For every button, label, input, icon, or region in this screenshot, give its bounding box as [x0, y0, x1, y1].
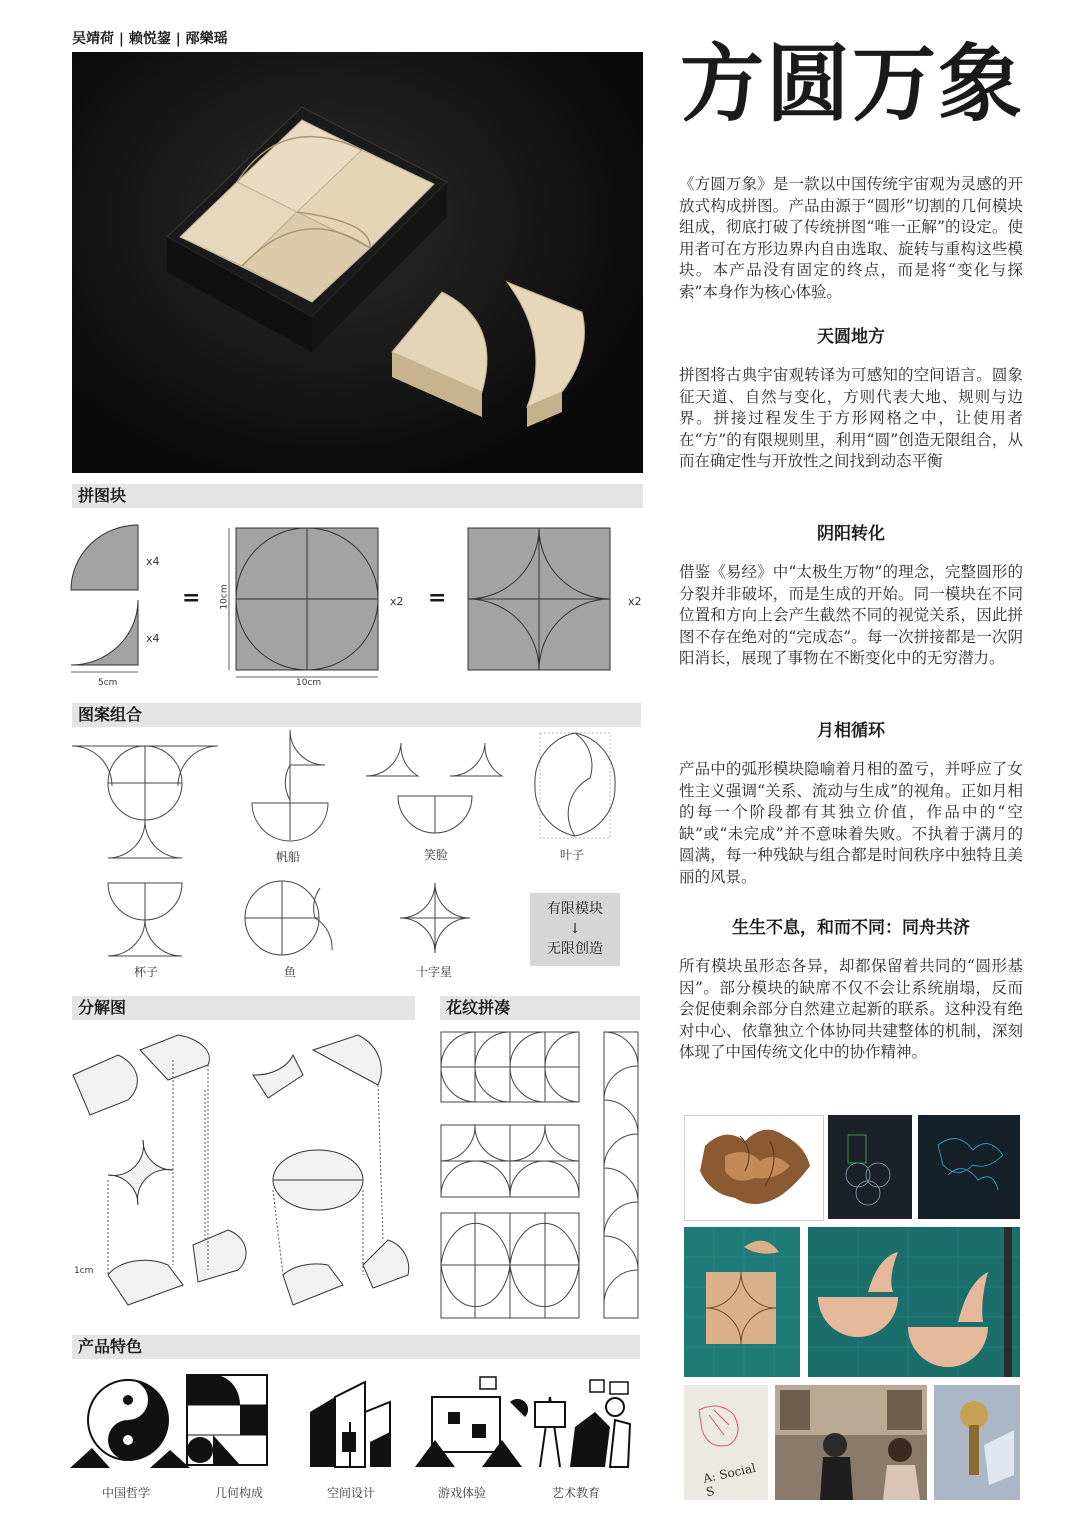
section-patterns: 图案组合	[72, 703, 641, 727]
finite-label: 有限模块	[547, 901, 603, 917]
exploded-view-diagram	[68, 1030, 418, 1310]
geometric-composition-icon	[187, 1375, 267, 1465]
x2-label-a: x2	[390, 595, 404, 608]
infinite-label: 无限创造	[547, 941, 603, 957]
pieces-diagram	[66, 520, 646, 690]
feature-art-label: 艺术教育	[552, 1486, 601, 1500]
paragraph-yinyang: 借鉴《易经》中“太极生万物”的理念，完整圆形的分裂并非破坏，而是生成的开始。同一模块在不同位置和方向上会产生截然不同的视觉关系，因此拼图不存在绝对的“完成态”。每一次拼接都是一次阴阳消长，展现了事物在不断变化中的无穷潜力。	[679, 563, 1023, 668]
photo-workshop	[775, 1385, 927, 1500]
paragraph-cooperation: 所有模块虽形态各异，却都保留着共同的“圆形基因”。部分模块的缺席不仅不会让系统崩塌，反而会促使剩余部分自然建立起新的联系。这种没有绝对中心、依靠独立个体协同共建整体的机制，深刻体现了中国传统文化中的协作精神。	[679, 957, 1023, 1062]
pattern-smile-label: 笑脸	[424, 848, 449, 862]
tiling-diagram	[440, 1030, 640, 1322]
photo-brown-tiles	[684, 1115, 824, 1221]
section-tiling: 花纹拼凑	[440, 996, 640, 1020]
dim-5cm: 5cm	[98, 678, 118, 688]
paragraph-moon: 产品中的弧形模块隐喻着月相的盈亏，并呼应了女性主义强调“关系、流动与生成”的视角。正如月相的每一个阶段都有其独立价值，作品中的“空缺”或“未完成”并不意味着失败。不执着于满月的圆满，每一种残缺与组合都是时间秩序中独特且美丽的风景。	[679, 760, 1023, 886]
x4-label-a: x4	[146, 555, 160, 568]
wooden-puzzle-illustration	[72, 52, 643, 473]
photo-cad-blue	[918, 1115, 1020, 1219]
features-icons	[70, 1372, 642, 1482]
book-text: A: Social S	[701, 1460, 758, 1500]
photo-cad-dark	[828, 1115, 912, 1219]
heading-yinyang: 阴阳转化	[817, 524, 885, 544]
equals-sign-2: =	[428, 585, 447, 611]
feature-philosophy-label: 中国哲学	[102, 1486, 151, 1500]
photo-cutting-mat-1	[684, 1227, 800, 1377]
heading-tianyuan: 天圆地方	[817, 327, 885, 347]
authors: 吴靖荷 | 赖悦鋆 | 邴樂瑶	[72, 31, 228, 47]
hero-photo	[72, 52, 643, 473]
dim-1cm: 1cm	[74, 1266, 94, 1276]
intro-paragraph: 《方圆万象》是一款以中国传统宇宙观为灵感的开放式构成拼图。产品由源于“圆形”切割的几何模块组成，彻底打破了传统拼图“唯一正解”的设定。使用者可在方形边界内自由选取、旋转与重构这些模块。本产品没有固定的终点，而是将“变化与探索”本身作为核心体验。	[679, 175, 1023, 301]
section-features: 产品特色	[72, 1335, 640, 1359]
pattern-cup-label: 杯子	[134, 965, 159, 979]
photo-sketch-book	[684, 1385, 768, 1500]
page-title: 方圆万象	[680, 34, 1025, 133]
game-experience-icon	[415, 1377, 528, 1467]
pattern-leaf-label: 叶子	[560, 848, 585, 862]
feature-geometry-label: 几何构成	[215, 1486, 264, 1500]
pattern-boat-label: 帆船	[276, 850, 301, 864]
pattern-star-label: 十字星	[416, 965, 453, 979]
arrow-down-icon: ↓	[569, 921, 581, 937]
equals-sign-1: =	[182, 585, 201, 611]
finite-infinite-box	[530, 893, 620, 966]
feature-game-label: 游戏体验	[438, 1486, 487, 1500]
section-pieces: 拼图块	[72, 484, 643, 508]
paragraph-tianyuan: 拼图将古典宇宙观转译为可感知的空间语言。圆象征天道、自然与变化，方则代表大地、规则与边界。拼接过程发生于方形网格之中，让使用者在“方”的有限规则里，利用“圆”创造无限组合，从而在确定性与开放性之间找到动态平衡	[679, 366, 1023, 471]
dim-10cm-w: 10cm	[296, 678, 322, 688]
spatial-design-icon	[310, 1382, 390, 1467]
feature-space-label: 空间设计	[327, 1486, 376, 1500]
pattern-fish-label: 鱼	[284, 965, 297, 979]
photo-cutting-mat-2	[808, 1227, 1020, 1377]
photo-tools	[934, 1385, 1020, 1500]
x4-label-b: x4	[146, 632, 160, 645]
x2-label-b: x2	[628, 595, 642, 608]
art-education-icon	[535, 1380, 630, 1467]
dim-10cm-h: 10cm	[219, 584, 230, 610]
heading-cooperation: 生生不息，和而不同：同舟共济	[732, 918, 970, 938]
section-exploded: 分解图	[72, 996, 415, 1020]
heading-moon: 月相循环	[817, 721, 885, 741]
yin-yang-icon	[70, 1380, 190, 1468]
